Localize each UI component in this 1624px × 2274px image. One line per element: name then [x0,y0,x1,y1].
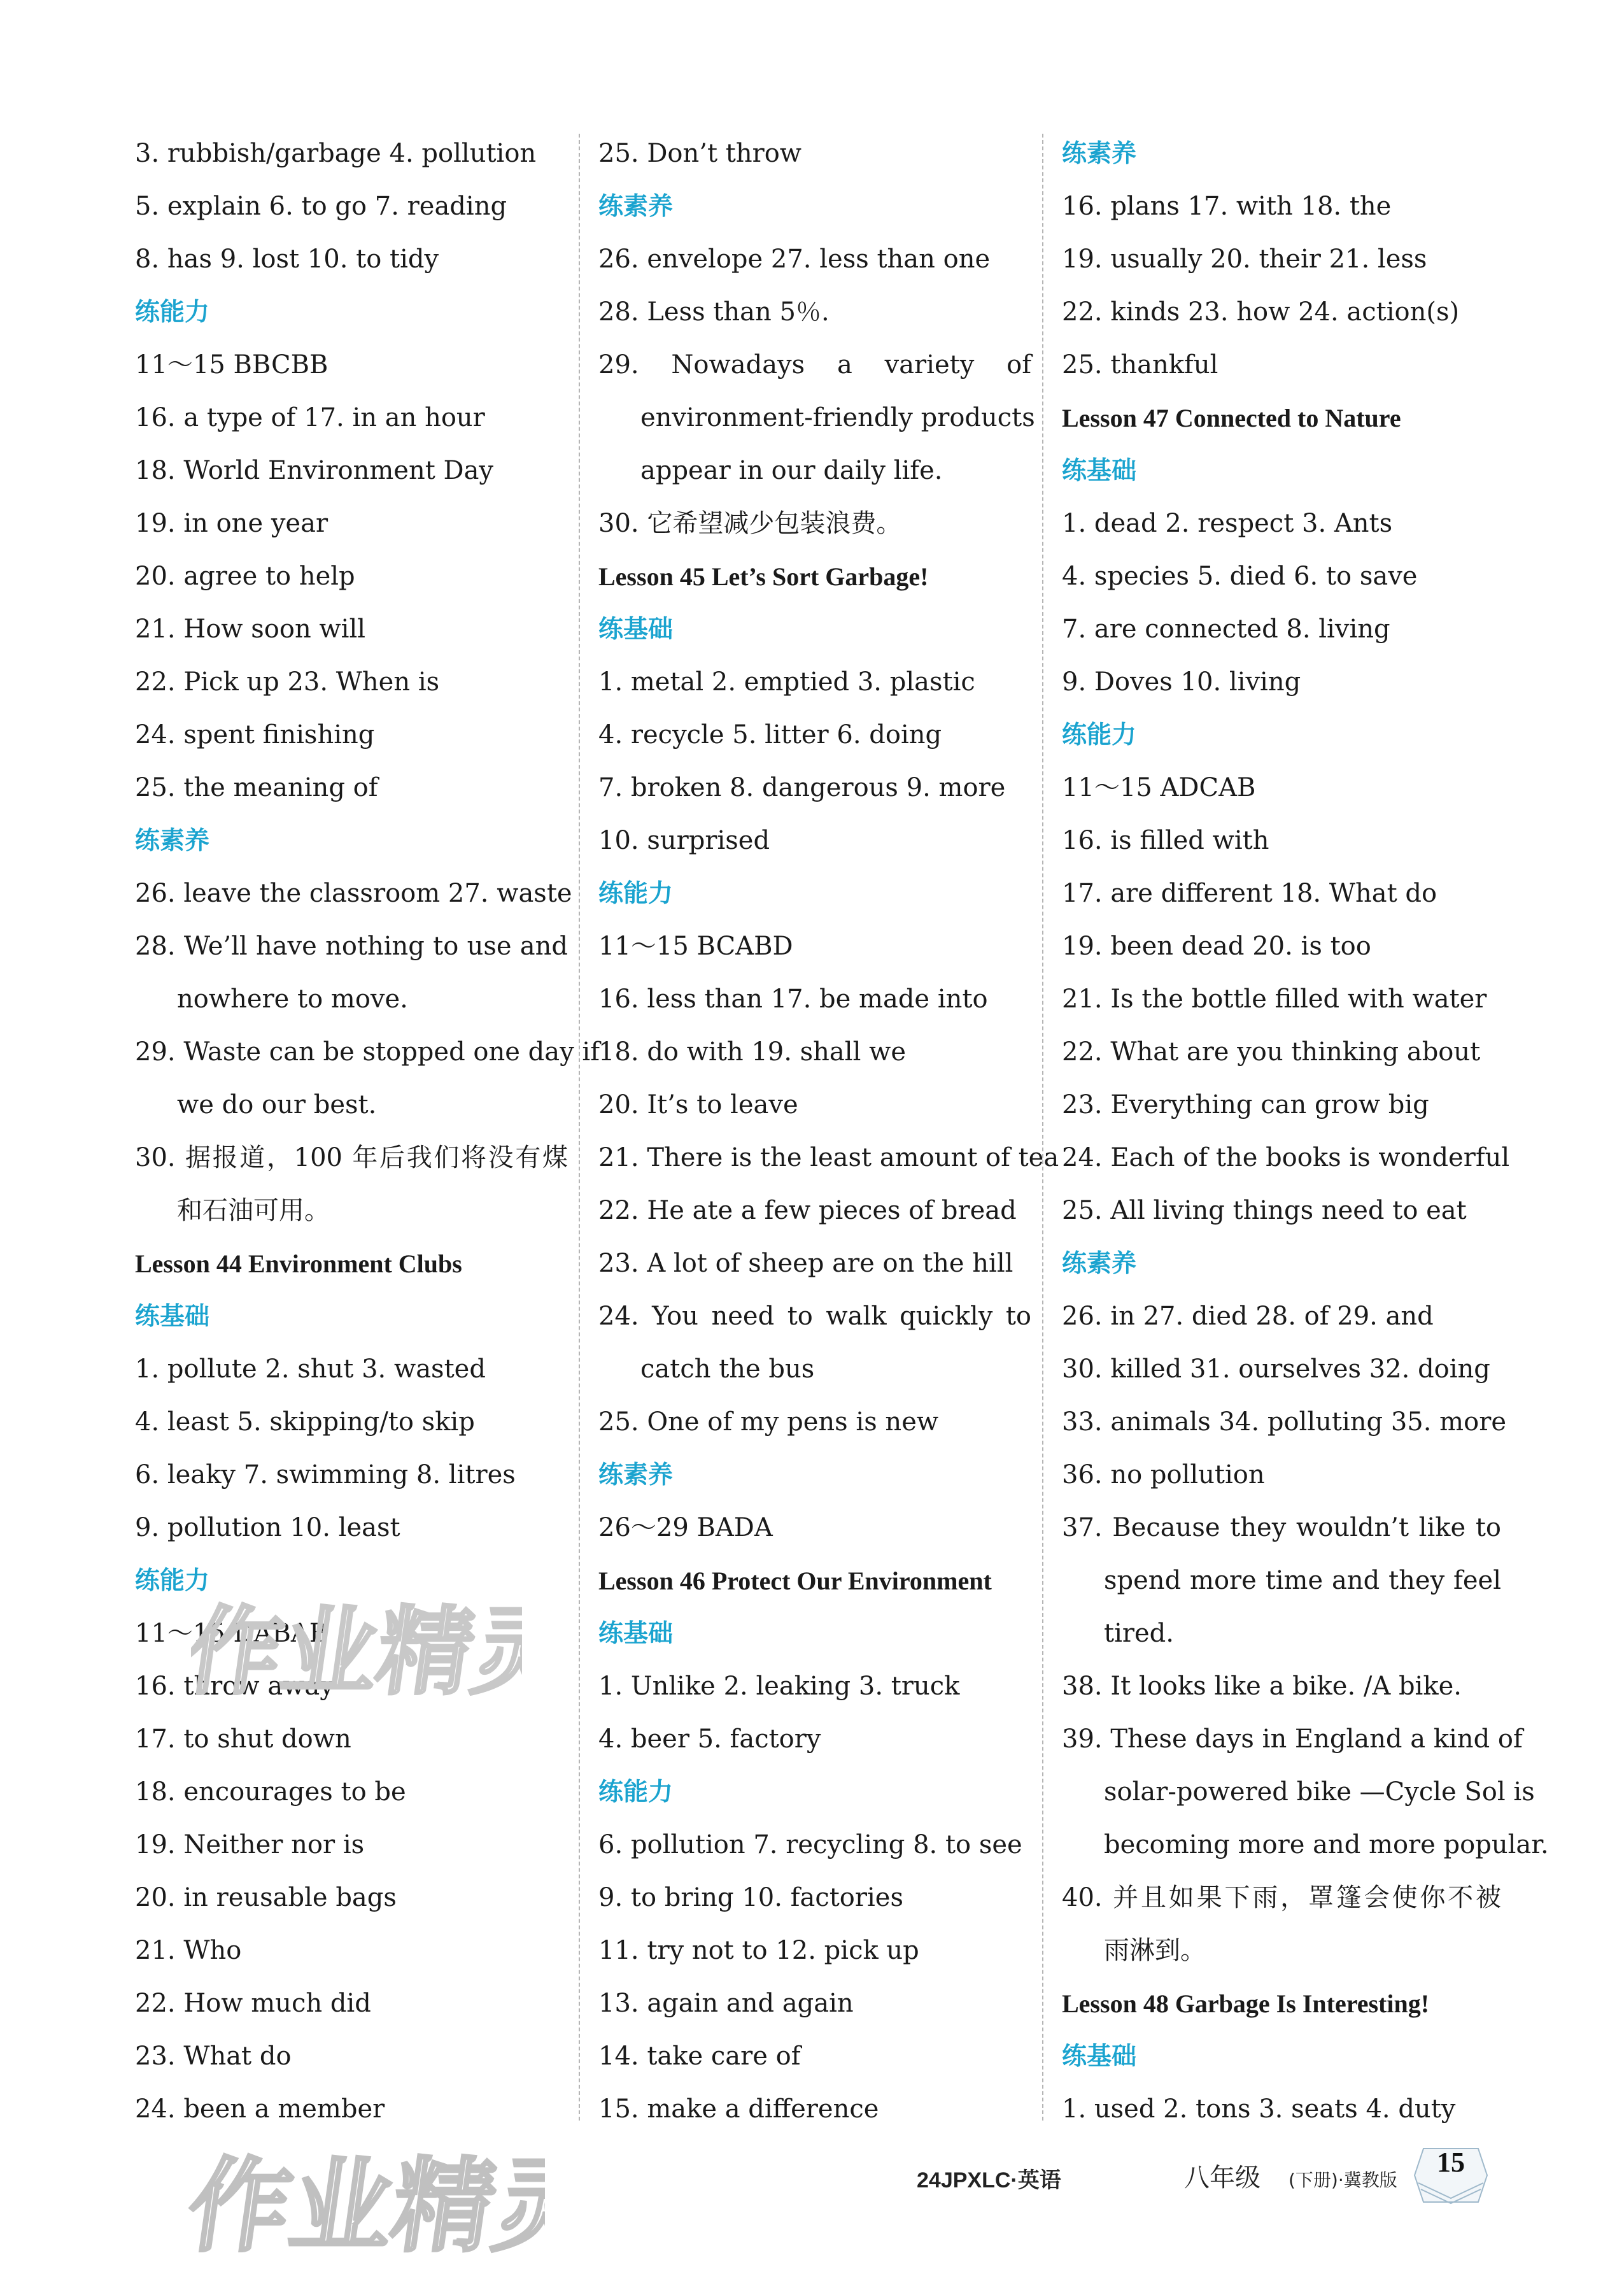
answer-line-continuation: environment-friendly products [640,403,1035,432]
answer-line-continuation: catch the bus [640,1354,815,1384]
lesson-title: Lesson 44 Environment Clubs [135,1249,462,1278]
answer-line: 11～15 BCABD [598,932,793,961]
answer-line-continuation: spend more time and they feel [1104,1566,1501,1595]
answer-line: 16. plans 17. with 18. the [1062,192,1392,221]
answer-line: 16. throw away [135,1672,334,1701]
answer-line: 11～15 DABAB [135,1619,328,1648]
column-divider [1042,134,1043,2121]
answer-line: 24. been a member [135,2094,385,2124]
answer-line: 4. least 5. skipping/to skip [135,1407,475,1437]
page-number-badge [1412,2143,1490,2207]
answer-line: 26～29 BADA [598,1513,773,1542]
answer-line: 29. Waste can be stopped one day if [135,1037,600,1067]
answer-line: 24. spent finishing [135,720,375,750]
answer-line: 19. Neither nor is [135,1830,365,1859]
answer-line: 1. used 2. tons 3. seats 4. duty [1062,2094,1456,2124]
answer-line: 40. 并且如果下雨，罩篷会使你不被 [1062,1883,1501,1912]
section-heading: 练基础 [598,1619,674,1648]
section-heading: 练基础 [1062,2042,1137,2071]
answer-line: 22. How much did [135,1989,371,2018]
answer-line: 1. Unlike 2. leaking 3. truck [598,1672,960,1701]
answer-line: 6. leaky 7. swimming 8. litres [135,1460,516,1489]
lesson-title: Lesson 46 Protect Our Environment [598,1567,992,1595]
section-heading: 练素养 [598,192,674,221]
answer-line: 25. thankful [1062,350,1218,380]
page-footer [917,2156,1490,2194]
answer-line-continuation: solar-powered bike —Cycle Sol is [1104,1777,1535,1807]
answer-line-continuation: 雨淋到。 [1104,1936,1206,1965]
answer-line: 18. do with 19. shall we [598,1037,906,1067]
answer-line: 37. Because they wouldn’t like to [1062,1513,1501,1542]
answer-line: 20. in reusable bags [135,1883,397,1912]
answer-line: 14. take care of [598,2042,801,2071]
answer-line: 22. kinds 23. how 24. action(s) [1062,297,1460,327]
section-heading: 练能力 [135,298,210,327]
answer-line: 22. Pick up 23. When is [135,667,440,697]
answer-line: 33. animals 34. polluting 35. more [1062,1407,1506,1437]
answer-line: 25. All living things need to eat [1062,1196,1467,1225]
answer-line: 16. less than 17. be made into [598,984,988,1014]
answer-line: 4. species 5. died 6. to save [1062,562,1418,591]
answer-line: 22. He ate a few pieces of bread [598,1196,1017,1225]
column-divider [579,134,580,2121]
answer-line: 1. dead 2. respect 3. Ants [1062,509,1393,538]
answer-line: 30. killed 31. ourselves 32. doing [1062,1354,1490,1384]
section-heading: 练能力 [135,1567,210,1595]
answer-line: 6. pollution 7. recycling 8. to see [598,1830,1022,1859]
answer-line: 20. It’s to leave [598,1090,798,1119]
section-heading: 练基础 [598,615,674,644]
answer-line: 30. 它希望减少包装浪费。 [598,509,902,538]
answer-line: 29. Nowadays a variety of [598,350,1031,380]
answer-line: 21. There is the least amount of tea [598,1143,1059,1172]
grade-label: 八年级 [1184,2163,1260,2192]
section-heading: 练素养 [598,1461,674,1489]
watermark-logo [191,1577,522,1717]
svg-text:作业精灵: 作业精灵 [188,2147,545,2266]
answer-line: 26. envelope 27. less than one [598,245,991,274]
answer-line-continuation: we do our best. [177,1090,377,1119]
section-heading: 练素养 [135,827,210,855]
answer-line: 21. Who [135,1936,242,1965]
answer-line: 26. leave the classroom 27. waste [135,879,572,908]
section-heading: 练能力 [1062,721,1137,750]
answer-line-continuation: nowhere to move. [177,984,408,1014]
lesson-title: Lesson 45 Let’s Sort Garbage! [598,562,929,591]
answer-line: 3. rubbish/garbage 4. pollution [135,139,537,168]
answer-line: 13. again and again [598,1989,854,2018]
answer-line: 17. to shut down [135,1724,351,1754]
answer-line: 15. make a difference [598,2094,879,2124]
answer-line: 28. Less than 5％. [598,297,830,327]
answer-line: 5. explain 6. to go 7. reading [135,192,507,221]
answer-line: 11. try not to 12. pick up [598,1936,919,1965]
answer-line: 26. in 27. died 28. of 29. and [1062,1302,1434,1331]
answer-line: 8. has 9. lost 10. to tidy [135,245,439,274]
section-heading: 练素养 [1062,1249,1137,1278]
answer-line: 28. We’ll have nothing to use and [135,932,568,961]
answer-line: 11～15 BBCBB [135,350,328,380]
answer-line: 4. beer 5. factory [598,1724,821,1754]
answer-line: 19. been dead 20. is too [1062,932,1371,961]
answer-line: 16. a type of 17. in an hour [135,403,485,432]
page-number: 15 [1437,2147,1465,2178]
answer-line: 18. encourages to be [135,1777,406,1807]
lesson-title: Lesson 47 Connected to Nature [1062,404,1401,432]
answer-line: 16. is filled with [1062,826,1269,855]
book-code: 24JPXLC·英语 [917,2168,1061,2192]
answer-line: 30. 据报道，100 年后我们将没有煤 [135,1143,568,1172]
watermark-logo [188,2121,545,2271]
edition-label: (下册)·冀教版 [1289,2170,1397,2191]
answer-line: 21. How soon will [135,615,366,644]
answer-line: 1. metal 2. emptied 3. plastic [598,667,975,697]
answer-line: 23. What do [135,2042,292,2071]
answer-line-continuation: tired. [1104,1619,1174,1648]
answer-line: 9. to bring 10. factories [598,1883,904,1912]
answer-line: 21. Is the bottle filled with water [1062,984,1487,1014]
answer-line: 17. are different 18. What do [1062,879,1437,908]
answer-line: 4. recycle 5. litter 6. doing [598,720,942,750]
section-heading: 练素养 [1062,139,1137,168]
answer-line: 20. agree to help [135,562,355,591]
answer-line: 7. are connected 8. living [1062,615,1390,644]
answer-line: 11～15 ADCAB [1062,773,1256,802]
answer-line: 25. the meaning of [135,773,378,802]
svg-text:作业精灵: 作业精灵 [191,1596,522,1708]
section-heading: 练能力 [598,1778,674,1807]
section-heading: 练基础 [1062,457,1137,485]
answer-line: 23. A lot of sheep are on the hill [598,1249,1013,1278]
lesson-title: Lesson 48 Garbage Is Interesting! [1062,1989,1430,2018]
answer-line: 7. broken 8. dangerous 9. more [598,773,1006,802]
answer-line: 36. no pollution [1062,1460,1265,1489]
answer-line: 9. Doves 10. living [1062,667,1301,697]
section-heading: 练基础 [135,1302,210,1331]
answer-line-continuation: 和石油可用。 [177,1196,330,1225]
answer-line: 25. Don’t throw [598,139,802,168]
answer-line: 1. pollute 2. shut 3. wasted [135,1354,486,1384]
answer-line: 38. It looks like a bike. /A bike. [1062,1672,1462,1701]
answer-line: 24. Each of the books is wonderful [1062,1143,1510,1172]
section-heading: 练能力 [598,879,674,908]
answer-line: 39. These days in England a kind of [1062,1724,1523,1754]
answer-line: 25. One of my pens is new [598,1407,939,1437]
answer-line: 22. What are you thinking about [1062,1037,1481,1067]
answer-line-continuation: becoming more and more popular. [1104,1830,1549,1859]
answer-line: 23. Everything can grow big [1062,1090,1429,1119]
answer-line: 10. surprised [598,826,770,855]
answer-line: 9. pollution 10. least [135,1513,400,1542]
answer-line-continuation: appear in our daily life. [640,456,943,485]
answer-line: 19. in one year [135,509,328,538]
answer-line: 18. World Environment Day [135,456,494,485]
answer-line: 19. usually 20. their 21. less [1062,245,1427,274]
answer-line: 24. You need to walk quickly to [598,1302,1031,1331]
